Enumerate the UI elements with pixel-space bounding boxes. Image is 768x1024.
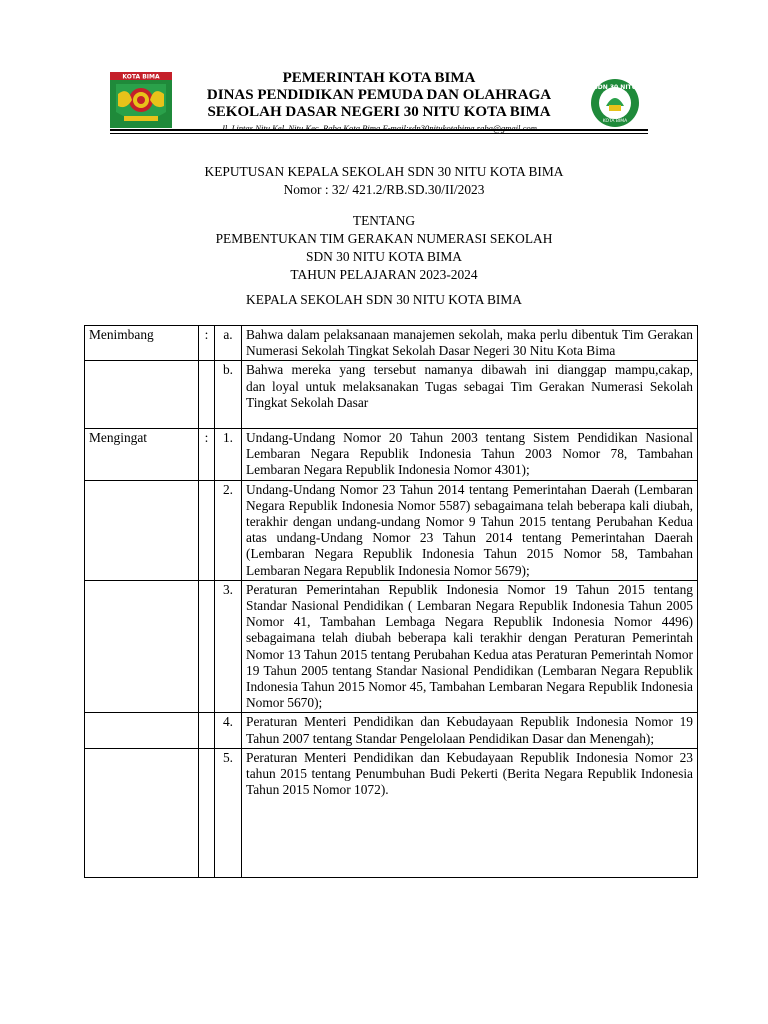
decree-subject-line-3: TAHUN PELAJARAN 2023-2024 <box>290 267 478 282</box>
item-number: 5. <box>215 748 242 877</box>
item-number: 2. <box>215 480 242 580</box>
item-text: Peraturan Pemerintahan Republik Indonesia Nomor 19 Tahun 2015 tentang Standar Nasional Pendidikan ( Lembaran Negara Republik Indonesia Tahun 2005 Nomor 41, Tambahan Lembaga Negara Republik Indonesia Nomor 4496) sebagaimana telah diubah beberapa kali terakhir dengan Peraturan Pemerintah Nomor 13 Tahun 2015 tentang Perubahan Kedua atas Peraturan Pemerintah Nomor 19 Tahun 2005 tentang Standar Nasional Pendidikan (Lembaran Negara Republik Indonesia Tahun 2015 Nomor 45, Tambahan Lembaran Negara Republik Indonesia Nomor 5670); <box>242 580 698 713</box>
decree-subject-line-2: SDN 30 NITU KOTA BIMA <box>306 249 462 264</box>
table-row <box>85 580 698 713</box>
letterhead <box>180 70 578 134</box>
considerations-table <box>84 325 698 878</box>
table-row <box>85 326 698 361</box>
letterhead-school: SEKOLAH DASAR NEGERI 30 NITU KOTA BIMA <box>207 104 551 120</box>
decree-issuer: KEPALA SEKOLAH SDN 30 NITU KOTA BIMA <box>246 292 522 307</box>
item-number: 3. <box>215 580 242 713</box>
school-logo <box>582 78 648 128</box>
item-text: Bahwa dalam pelaksanaan manajemen sekolah, maka perlu dibentuk Tim Gerakan Numerasi Sekolah Tingkat Sekolah Dasar Negeri 30 Nitu Kota Bima <box>242 326 698 361</box>
menimbang-label: Menimbang <box>85 326 199 361</box>
item-number: 1. <box>215 429 242 481</box>
table-row <box>85 480 698 580</box>
decree-heading <box>100 163 668 199</box>
kota-bima-logo-text: KOTA BIMA <box>122 73 160 81</box>
item-text: Peraturan Menteri Pendidikan dan Kebudayaan Republik Indonesia Nomor 19 Tahun 2007 tentang Standar Pengelolaan Pendidikan Dasar dan Menengah); <box>242 713 698 748</box>
item-number: 4. <box>215 713 242 748</box>
item-text-line: dan loyal untuk melaksanakan Tugas sebagai Tim Gerakan Numerasi Sekolah Tingkat Sekolah Dasar <box>246 378 693 410</box>
decree-number: Nomor : 32/ 421.2/RB.SD.30/II/2023 <box>283 182 485 197</box>
school-logo-text: SDN 30 NITU <box>593 84 637 91</box>
letterhead-department: DINAS PENDIDIKAN PEMUDA DAN OLAHRAGA <box>206 87 552 103</box>
decree-subject-line-1: PEMBENTUKAN TIM GERAKAN NUMERASI SEKOLAH <box>215 231 553 246</box>
item-number: a. <box>215 326 242 361</box>
mengingat-label: Mengingat <box>85 429 199 481</box>
letterhead-rule-thick <box>110 129 648 131</box>
table-row <box>85 429 698 481</box>
item-text-line: Bahwa mereka yang tersebut namanya dibawah ini dianggap mampu,cakap, <box>246 362 693 378</box>
mengingat-colon: : <box>199 429 215 481</box>
item-text: Undang-Undang Nomor 20 Tahun 2003 tentang Sistem Pendidikan Nasional Lembaran Negara Republik Indonesia Tahun 2003 Nomor 78, Tambahan Lembaran Negara Republik Indonesia Nomor 4301); <box>242 429 698 481</box>
item-number: b. <box>215 361 242 429</box>
item-text: Undang-Undang Nomor 23 Tahun 2014 tentang Pemerintahan Daerah (Lembaran Negara Republik Indonesia Nomor 5587) sebagaimana telah beberapa kali diubah, terakhir dengan undang-undang Nomor 9 Tahun 2015 tentang Perubahan Kedua atas undang-Undang Nomor 23 Tahun 2014 tentang Pemerintahan Daerah (Lembaran Negara Republik Indonesia Tahun 2015 Nomor 58, Tambahan Lembaran Negara Republik Indonesia Nomor 5679); <box>242 480 698 580</box>
menimbang-colon: : <box>199 326 215 361</box>
item-text <box>242 361 698 429</box>
letterhead-rule-thin <box>110 133 648 134</box>
table-row <box>85 748 698 877</box>
decree-subject-block <box>100 212 668 284</box>
school-logo-subtext: KOTA BIMA <box>602 119 628 124</box>
letterhead-address: Jl. Lintas Nitu Kel. Nitu Kec. Raba Kota Bima E-mail:sdn30nitukotabima.raba@gmail.com <box>221 123 537 133</box>
kota-bima-logo <box>110 72 172 128</box>
letterhead-government: PEMERINTAH KOTA BIMA <box>282 70 476 86</box>
table-row <box>85 361 698 429</box>
decree-about: TENTANG <box>352 213 416 228</box>
table-row <box>85 713 698 748</box>
decree-title: KEPUTUSAN KEPALA SEKOLAH SDN 30 NITU KOTA BIMA <box>204 164 564 179</box>
item-text: Peraturan Menteri Pendidikan dan Kebudayaan Republik Indonesia Nomor 23 tahun 2015 tentang Penumbuhan Budi Pekerti (Berita Negara Republik Indonesia Tahun 2015 Nomor 1072). <box>242 748 698 877</box>
